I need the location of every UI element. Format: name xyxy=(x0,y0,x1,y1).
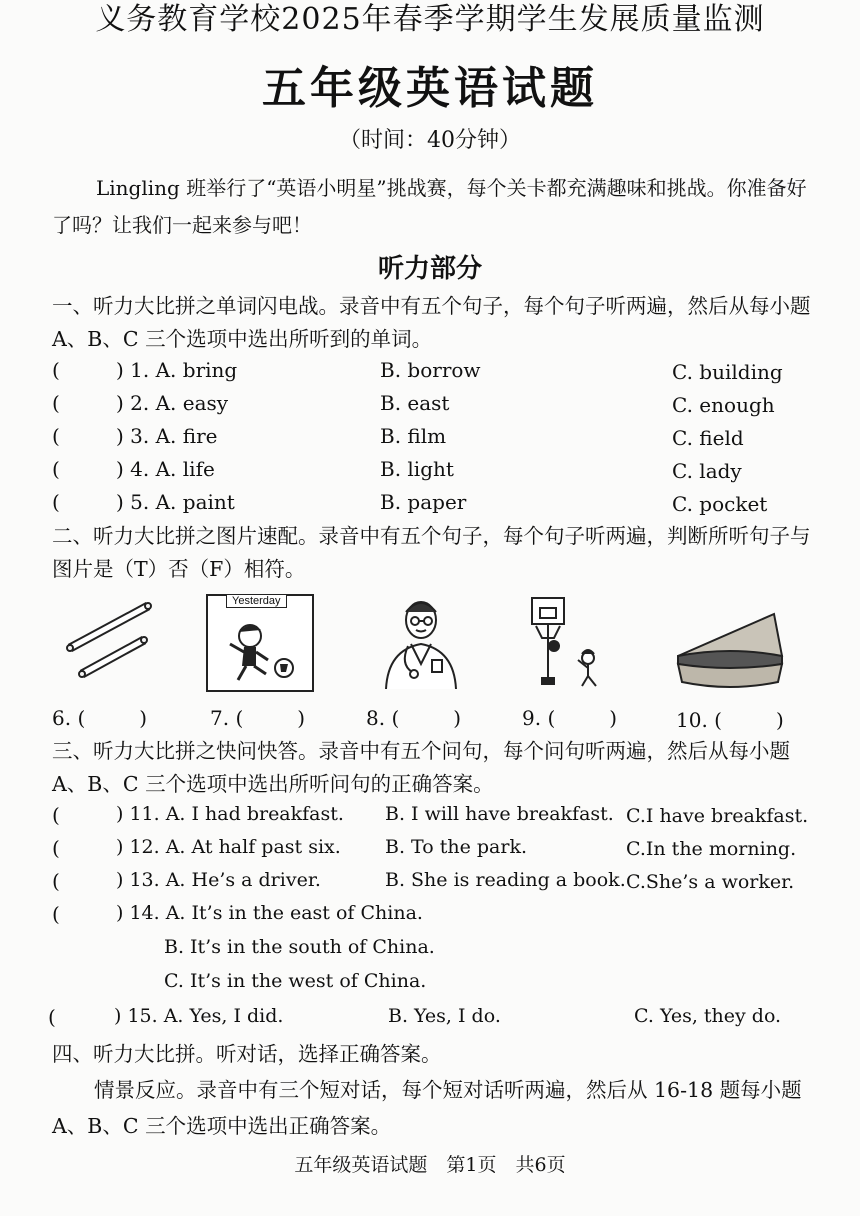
question-14-option-b: B. It’s in the south of China. xyxy=(164,936,435,958)
picture-10-label: 10. ( ) xyxy=(676,708,784,732)
answer-paren: ( xyxy=(52,803,60,827)
sandwich-picture xyxy=(674,610,786,694)
question-11-option-a: ) 11. A. I had breakfast. xyxy=(116,803,344,825)
answer-paren: ( xyxy=(52,836,60,860)
question-12-option-b: B. To the park. xyxy=(385,836,527,858)
answer-paren: ( xyxy=(52,391,60,415)
picture-7-label: 7. ( ) xyxy=(210,706,306,730)
question-3-option-c: C. field xyxy=(672,426,744,450)
picture-9-label: 9. ( ) xyxy=(522,706,618,730)
intro-paragraph: Lingling 班举行了“英语小明星”挑战赛，每个关卡都充满趣味和挑战。你准备好了吗？让我们一起来参与吧！ xyxy=(52,176,807,237)
section-1-heading: 一、听力大比拼之单词闪电战。录音中有五个句子，每个句子听两遍，然后从每小题 A、B、C 三个选项中选出所听到的单词。 xyxy=(52,294,811,351)
question-5-option-b: B. paper xyxy=(380,490,467,514)
question-4-option-b: B. light xyxy=(380,457,454,481)
answer-paren: ( xyxy=(52,869,60,893)
question-2-option-b: B. east xyxy=(380,391,450,415)
yesterday-sign: Yesterday xyxy=(226,594,287,608)
answer-paren: ( xyxy=(52,358,60,382)
part-title: 听力部分 xyxy=(377,254,482,284)
basketball-picture xyxy=(526,594,606,690)
question-2-option-c: C. enough xyxy=(672,393,775,417)
question-12-option-a: ) 12. A. At half past six. xyxy=(116,836,341,858)
question-15-option-c: C. Yes, they do. xyxy=(634,1005,782,1027)
question-1-option-b: B. borrow xyxy=(380,358,481,382)
picture-6-label: 6. ( ) xyxy=(52,706,148,730)
sticks-picture xyxy=(64,600,154,682)
question-11-option-b: B. I will have breakfast. xyxy=(385,803,614,825)
soccer-picture xyxy=(206,594,314,692)
question-4-option-c: C. lady xyxy=(672,459,742,483)
question-14-option-c: C. It’s in the west of China. xyxy=(164,970,427,992)
section-3-heading: 三、听力大比拼之快问快答。录音中有五个问句，每个问句听两遍，然后从每小题 A、B、C 三个选项中选出所听问句的正确答案。 xyxy=(52,739,790,796)
question-5-option-c: C. pocket xyxy=(672,492,768,516)
answer-paren: ( xyxy=(52,902,60,926)
section-4-heading: 四、听力大比拼。听对话，选择正确答案。 xyxy=(52,1042,442,1066)
doctor-picture xyxy=(378,594,464,690)
question-11-option-c: C.I have breakfast. xyxy=(626,805,809,827)
picture-8-label: 8. ( ) xyxy=(366,706,462,730)
question-12-option-c: C.In the morning. xyxy=(626,838,797,860)
question-2-option-a: ) 2. A. easy xyxy=(116,391,229,415)
question-1-option-a: ) 1. A. bring xyxy=(116,358,238,382)
question-4-option-a: ) 4. A. life xyxy=(116,457,215,481)
answer-paren: ( xyxy=(52,424,60,448)
question-1-option-c: C. building xyxy=(672,360,783,384)
question-3-option-b: B. film xyxy=(380,424,447,448)
question-3-option-a: ) 3. A. fire xyxy=(116,424,218,448)
question-13-option-b: B. She is reading a book. xyxy=(385,869,626,891)
exam-title: 五年级英语试题 xyxy=(262,63,598,114)
question-13-option-c: C.She’s a worker. xyxy=(626,871,795,893)
answer-paren: ( xyxy=(48,1005,56,1029)
school-name: 义务教育学校2025年春季学期学生发展质量监测 xyxy=(95,2,765,37)
question-13-option-a: ) 13. A. He’s a driver. xyxy=(116,869,321,891)
section-2-heading: 二、听力大比拼之图片速配。录音中有五个句子，每个句子听两遍，判断所听句子与图片是（T）否（F）相符。 xyxy=(52,524,811,581)
question-15-option-a: ) 15. A. Yes, I did. xyxy=(114,1005,284,1027)
question-15-option-b: B. Yes, I do. xyxy=(388,1005,501,1027)
exam-time: （时间：40分钟） xyxy=(339,128,521,153)
question-14-option-a: ) 14. A. It’s in the east of China. xyxy=(116,902,423,924)
answer-paren: ( xyxy=(52,457,60,481)
page-footer: 五年级英语试题 第1页 共6页 xyxy=(294,1154,566,1176)
section-4-body: 情景反应。录音中有三个短对话，每个短对话听两遍，然后从 16-18 题每小题 A、B、C 三个选项中选出正确答案。 xyxy=(52,1078,802,1138)
question-5-option-a: ) 5. A. paint xyxy=(116,490,235,514)
answer-paren: ( xyxy=(52,490,60,514)
